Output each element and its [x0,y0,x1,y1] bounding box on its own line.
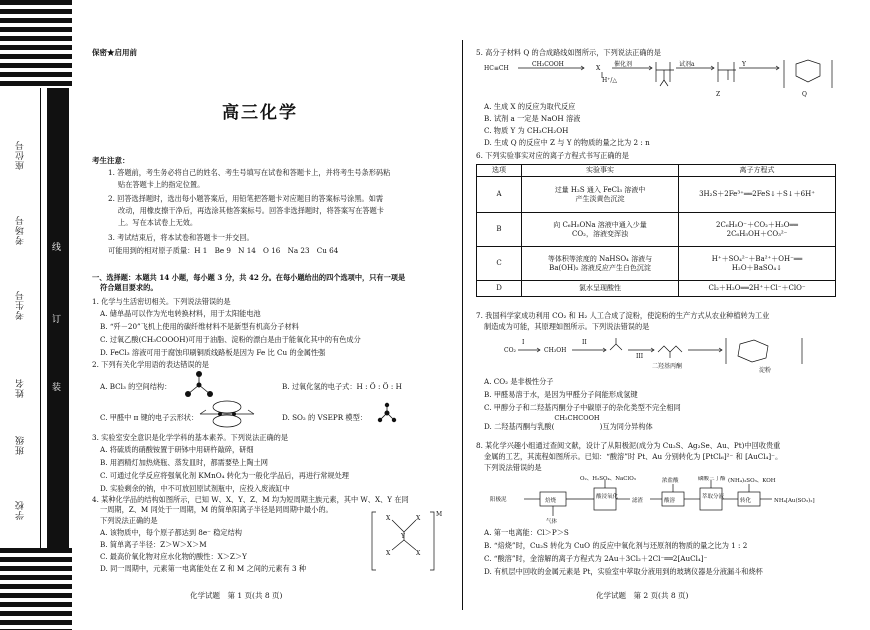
page-divider [462,40,463,610]
q2-option-c: C. 甲醛中 π 键的电子云形状： [100,413,199,422]
flow-residue: 滤渣 [632,498,644,504]
notice-line: 改动，用橡皮擦干净后，再选涂其他答案标号。回答非选择题时，将答案写在答题卡 [118,206,384,215]
q5-option-a: A. 生成 X 的反应为取代反应 [484,102,576,111]
q4-option-a: A. 该物质中，每个原子都达到 8e⁻ 稳定结构 [100,528,242,537]
q1-option-a: A. 储单晶可以作为光电转换材料，用于太阳能电池 [100,309,261,318]
cut-mark-bind: 订 [52,315,62,325]
col-option: 选项 [477,165,522,177]
q7-stem-2: 制造成为可能，其原理如图所示。下列说法错误的是 [484,322,650,331]
q4-stem-2: 一周期，Z、M 同处于一周期，M 的简单阳离子半径是同周期中最小的。 [100,505,333,514]
q5-option-b: B. 试剂 a 一定是 NaOH 溶液 [484,114,581,123]
q5-option-d: D. 生成 Q 的反应中 Z 与 Y 的物质的量之比为 2 : n [484,138,650,147]
scheme-q: Q [802,91,807,98]
q7-option-d: D. 二羟基丙酮与乳酸(CH₃CHCOOH)互为同分异构体 [484,414,653,431]
q3-option-c: C. 可通过化学反应将强氧化剂 KMnO₄ 转化为一般化学品后，再进行常规处理 [100,471,349,480]
flow-reagents-1: O₂、H₂SO₄、NaClO₃ [580,476,636,482]
q4-stem-3: 下列说法正确的是 [100,516,158,525]
exam-room-label: 考场号 [16,215,26,245]
q1-stem: 1. 化学与生活密切相关。下列说法错误的是 [92,297,231,306]
scheme-h-heat: H⁺/△ [602,77,618,84]
q1-option-d: D. FeCl₃ 溶液可用于腐蚀印刷铜质线路板是因为 Fe 比 Cu 的金属性强 [100,348,326,357]
notice-line: 2. 回答选择题时，选出每小题答案后，用铅笔把答题卡对应题目的答案标号涂黑。如需 [108,194,384,203]
svg-text:CO₂: CO₂ [504,347,516,354]
section-one-heading-cont: 符合题目要求的。 [100,283,158,292]
q8-stem: 8. 某化学兴趣小组通过查阅文献，设计了从阳极泥(成分为 Cu₂S、Ag₂Se、Au、Pt)中回收贵重 [476,441,781,450]
page-two-footer: 化学试题 第 2 页(共 8 页) [596,591,689,600]
q2-option-d: D. SO₂ 的 VSEPR 模型： [282,413,367,422]
q4-structure-icon [370,508,442,574]
notice-line: 贴在答题卡上的指定位置。 [118,180,205,189]
q3-option-d: D. 实验剩余的钠，中不可放回原试剂瓶中，应投入废液缸中 [100,484,290,493]
svg-text:X: X [416,550,421,557]
table-row [477,213,836,247]
binding-dashed-line [40,88,41,550]
table-header-row [477,165,836,177]
class-label: 班级 [16,435,26,455]
col-equation: 离子方程式 [679,165,836,177]
flow-gas: 气体 [546,519,558,525]
q7-stem: 7. 我国科学家成功利用 CO₂ 和 H₂ 人工合成了淀粉，使淀粉的生产方式从农业种植转为工业 [476,311,770,320]
svg-text:II: II [582,339,587,346]
row-fact: 等体积等浓度的 NaHSO₄ 溶液与 Ba(OH)₂ 溶液反应产生白色沉淀 [522,247,679,281]
row-equation: 3H₂S＋2Fe³⁺══2FeS↓＋S↓＋6H⁺ [679,177,836,213]
page-two [476,0,846,630]
q4-option-b: B. 简单离子半径：Z＞W＞X＞M [100,540,207,549]
flow-product: NH₄[Au(SO₃)₂] [774,498,815,504]
cut-mark-line: 线 [52,243,62,253]
svg-text:III: III [636,353,644,360]
q7-option-a: A. CO₂ 是非极性分子 [484,377,554,386]
so2-vsepr-icon [376,402,398,424]
q2-option-a: A. BCl₃ 的空间结构： [100,382,172,391]
q8-stem-3: 下列说法错误的是 [484,463,542,472]
q5-stem: 5. 高分子材料 Q 的合成路线如图所示，下列说法正确的是 [476,48,661,57]
scheme-z: Z [716,91,721,98]
flow-conc-hcl: 浓盐酸 [662,478,679,484]
row-equation: H⁺＋SO₄²⁻＋Ba²⁺＋OH⁻══ H₂O＋BaSO₄↓ [679,247,836,281]
pi-bond-cloud-icon [196,398,258,430]
svg-text:CH₃OH: CH₃OH [544,347,567,354]
row-option: D [477,281,522,297]
secret-mark: 保密★启用前 [92,48,137,57]
scheme-y: Y [742,61,746,68]
q5-synthesis-scheme [484,58,839,98]
scheme-x: X [596,65,601,72]
flow-anode-slime: 阳极泥 [490,497,507,503]
q8-process-flow [490,476,835,526]
notice-line: 3. 考试结束后，将本试卷和答题卡一并交回。 [108,233,254,242]
q8-option-b: B. “焙烧”时，Cu₂S 转化为 CuO 的反应中氧化剂与还原剂的物质的量之比为 1 : 2 [484,541,748,550]
page-title: 高三化学 [222,103,298,123]
flow-roast: 焙烧 [545,498,557,504]
svg-text:X: X [386,515,391,522]
row-option: A [477,177,522,213]
atomic-masses: 可能用到的相对原子质量：H 1 Be 9 N 14 O 16 Na 23 Cu 64 [108,246,339,255]
lactic-acid-formula: CH₃CHCOOH [554,414,600,422]
svg-text:X: X [416,515,421,522]
col-fact: 实验事实 [522,165,679,177]
q6-stem: 6. 下列实验事实对应的离子方程式书写正确的是 [476,151,629,160]
q8-stem-2: 金属的工艺，其流程如图所示。已知：“酸溶”时 Pt、Au 分别转化为 [PtCl₆]²⁻ 和 [AuCl₄]⁻。 [484,452,783,461]
svg-text:Y: Y [401,533,405,540]
q6-table [476,164,836,297]
table-row [477,281,836,297]
row-equation: 2C₆H₅O⁻＋CO₂＋H₂O══ 2C₆H₅OH＋CO₃²⁻ [679,213,836,247]
flow-extraction: 萃取分液 [702,494,725,500]
q7-option-c: C. 甲醇分子和二羟基丙酮分子中碳原子的杂化类型不完全相同 [484,403,681,412]
flow-tbp: 磷酸三丁酯 [698,476,726,482]
table-row [477,177,836,213]
svg-text:二羟基丙酮: 二羟基丙酮 [652,363,683,370]
row-equation: Cl₂＋H₂O══2H⁺＋Cl⁻＋ClO⁻ [679,281,836,297]
flow-reagents-2: (NH₄)₂SO₃、KOH [728,478,776,484]
binding-stripes-top [0,0,72,88]
binding-stripes-bottom [0,548,72,630]
notice-heading: 考生注意： [92,156,130,165]
q3-option-a: A. 将硫质的硝酸铵置于研钵中用研杵敲碎，研细 [100,445,254,454]
svg-text:M: M [436,511,442,518]
q7-starch-synthesis-scheme [504,334,804,374]
q2-stem: 2. 下列有关化学用语的表达错误的是 [92,360,209,369]
flow-conversion: 转化 [740,498,752,504]
q4-option-d: D. 同一周期中，元素第一电离能处在 Z 和 M 之间的元素有 3 种 [100,564,307,573]
scheme-acetylene: HC≡CH [484,65,509,72]
notice-line: 1. 答题前，考生务必将自己的姓名、考生号填写在试卷和答题卡上，并将考生号条形码粘 [108,168,391,177]
q2-option-b: B. 过氧化氢的电子式：H : Ö : Ö : H [282,382,402,391]
bcl3-structure-icon [178,370,220,400]
section-one-heading: 一、选择题：本题共 14 小题，每小题 3 分，共 42 分。在每小题给出的四个选项中，只有一项是 [92,273,406,282]
flow-acid-dissolve: 酸溶 [664,498,676,504]
name-label: 姓名 [16,378,26,398]
q4-option-c: C. 最高价氧化物对应水化物的酸性：X＞Z＞Y [100,552,247,561]
cut-mark-pack: 装 [52,383,62,393]
q3-stem: 3. 实验室安全意识是化学学科的基本素养。下列说法正确的是 [92,433,289,442]
page-one-footer: 化学试题 第 1 页(共 8 页) [190,591,283,600]
q8-option-d: D. 有机层中回收的金属元素是 Pt，实验室中萃取分液用到的玻璃仪器是分液漏斗和烧杯 [484,567,763,576]
svg-text:淀粉: 淀粉 [759,367,772,374]
table-row [477,247,836,281]
school-label: 学校 [16,500,26,520]
q7-option-b: B. 甲醛易溶于水，是因为甲醛分子间能形成氢键 [484,390,638,399]
svg-text:X: X [386,550,391,557]
page-one [92,0,447,630]
q5-option-c: C. 物质 Y 为 CH₃CH₂OH [484,126,569,135]
row-fact: 过量 H₂S 通入 FeCl₃ 溶液中 产生淡黄色沉淀 [522,177,679,213]
scheme-catalyst: 催化剂 [614,61,633,68]
scheme-acetic-acid: CH₃COOH [532,61,564,68]
q8-option-c: C. “酸溶”时，金溶解的离子方程式为 2Au＋3Cl₂＋2Cl⁻══2[AuCl₄]⁻ [484,554,708,563]
q1-option-c: C. 过氧乙酸(CH₃COOOH)可用于油脂、淀粉的漂白是由于能氧化其中的有色成分 [100,335,361,344]
student-number-label: 考生号 [16,290,26,320]
row-fact: 向 C₆H₅ONa 溶液中通入少量 CO₂，溶液变浑浊 [522,213,679,247]
row-fact: 氯水呈现酸性 [522,281,679,297]
notice-line: 上。写在本试卷上无效。 [118,218,198,227]
q3-option-b: B. 用酒精灯加热烧瓶、蒸发皿时，都需要垫上陶土网 [100,458,268,467]
seat-number-label: 座位号 [16,140,26,170]
q8-option-a: A. 第一电离能：Cl＞P＞S [484,528,569,537]
row-option: C [477,247,522,281]
flow-acid-leach: 酸浸氧化 [596,494,619,500]
svg-text:I: I [522,339,525,346]
row-option: B [477,213,522,247]
q4-stem: 4. 某种化学品的结构如图所示，已知 W、X、Y、Z、M 均为短周期主族元素，其中 W、X、Y 在同 [92,495,409,504]
scheme-reagent-a: 试剂a [679,61,695,68]
q1-option-b: B. “歼－20”飞机上使用的碳纤维材料不是新型有机高分子材料 [100,322,299,331]
